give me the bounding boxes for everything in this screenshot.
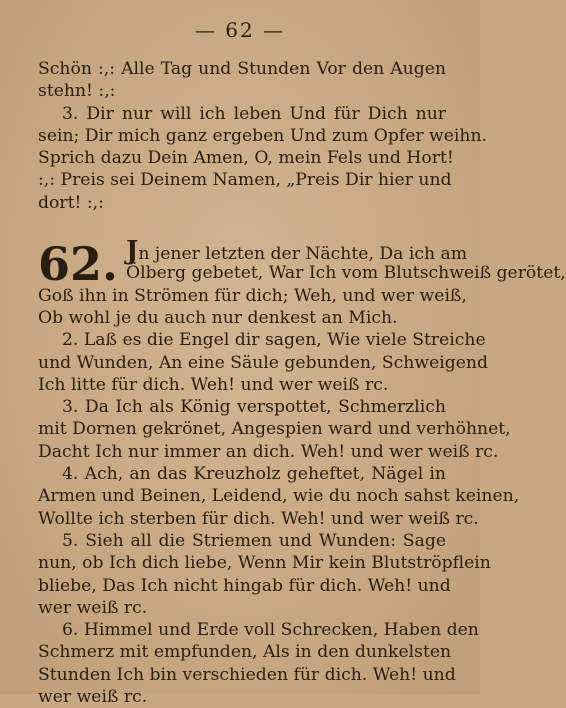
text-line: Sprich dazu Dein Amen, O, mein Fels und Hort! xyxy=(38,148,454,169)
text-line: wer weiß rc. xyxy=(38,597,148,618)
page-number-header: — 62 — xyxy=(194,18,286,42)
previous-hymn-ending xyxy=(38,58,488,214)
text-line: Ob wohl je du auch nur denkest an Mich. xyxy=(38,307,398,328)
text-line: dort! :,: xyxy=(38,192,104,213)
text-line: sein; Dir mich ganz ergeben Und zum Opfer weihn. xyxy=(38,125,488,146)
hymn-number: 62. xyxy=(38,237,119,292)
text-line: Armen und Beinen, Leidend, wie du noch sahst keinen, xyxy=(38,486,520,507)
drop-cap: J xyxy=(126,236,139,267)
text-line: Schmerz mit empfunden, Als in den dunkelsten xyxy=(38,642,452,663)
text-line: stehn! :,: xyxy=(38,81,116,102)
text-line: 6. Himmel und Erde voll Schrecken, Haben den xyxy=(62,620,479,641)
text-line: 4. Ach, an das Kreuzholz geheftet, Nägel in xyxy=(62,464,446,485)
text-line: nun, ob Ich dich liebe, Wenn Mir kein Blutströpflein xyxy=(38,553,491,574)
text-line: 3. Dir nur will ich leben Und für Dich nur xyxy=(62,103,446,124)
text-line: und Wunden, An eine Säule gebunden, Schweigend xyxy=(38,352,489,373)
text-line: Ich litte für dich. Weh! und wer weiß rc. xyxy=(38,374,389,395)
text-line: Wollte ich sterben für dich. Weh! und wer weiß rc. xyxy=(38,508,479,529)
text-line: Dacht Ich nur immer an dich. Weh! und wer weiß rc. xyxy=(38,441,499,462)
text-line: wer weiß rc. xyxy=(38,687,148,708)
hymn-62 xyxy=(38,236,566,708)
text-line: 5. Sieh all die Striemen und Wunden: Sage xyxy=(62,530,446,551)
text-line: mit Dornen gekrönet, Angespien ward und verhöhnet, xyxy=(38,419,511,440)
text-line: Schön :,: Alle Tag und Stunden Vor den Augen xyxy=(38,59,446,79)
text-line: :,: Preis sei Deinem Namen, „Preis Dir hier und xyxy=(38,170,452,191)
text-line: 2. Laß es die Engel dir sagen, Wie viele Streiche xyxy=(62,330,486,351)
text-line: bliebe, Das Ich nicht hingab für dich. Weh! und xyxy=(38,575,451,596)
page-body xyxy=(38,58,566,708)
text-line: Stunden Ich bin verschieden für dich. Weh! und xyxy=(38,664,456,685)
first-line-text: n jener letzten der Nächte, Da ich am xyxy=(138,244,468,265)
text-line: Ölberg gebetet, War Ich vom Blutschweiß gerötet, xyxy=(126,263,566,284)
text-line: 3. Da Ich als König verspottet, Schmerzlich xyxy=(62,397,446,418)
text-line: Goß ihn in Strömen für dich; Weh, und wer weiß, xyxy=(38,285,467,306)
